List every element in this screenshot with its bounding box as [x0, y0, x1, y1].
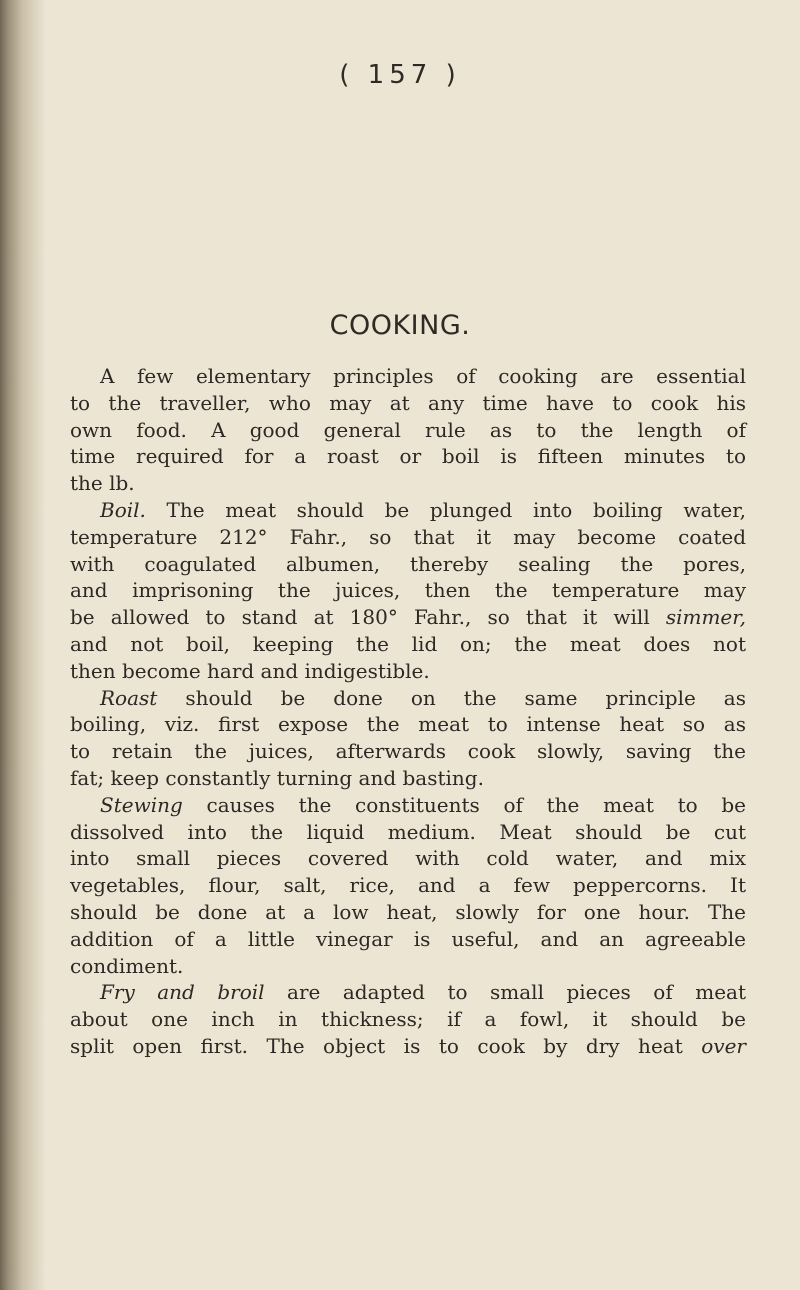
body-text: [70, 363, 746, 1060]
text-run: split open first. The object is to cook by dry heat: [70, 1033, 702, 1058]
text-line: about one inch in thickness; if a fowl, it should be: [70, 1007, 746, 1032]
paragraph-boil: [70, 497, 746, 685]
text-run: should be done on the same principle as: [157, 685, 746, 710]
page-number: ( 157 ): [339, 60, 461, 90]
text-line: boiling, viz. first expose the meat to intense heat so as: [70, 712, 746, 737]
text-line: time required for a roast or boil is fifteen minutes to: [70, 444, 746, 469]
paragraph-roast: [70, 685, 746, 792]
text-line: [70, 604, 746, 631]
term-boil: Boil.: [100, 497, 146, 522]
paragraph-fry-broil: [70, 979, 746, 1059]
text-line: [70, 497, 746, 524]
text-run: causes the constituents of the meat to be: [182, 792, 746, 817]
text-line: [70, 1033, 746, 1060]
term-simmer: simmer,: [665, 605, 746, 630]
term-over: over: [701, 1033, 746, 1058]
text-line: condiment.: [70, 953, 184, 978]
term-fry-broil: Fry and broil: [100, 980, 265, 1005]
text-line: into small pieces covered with cold water, and mix: [70, 846, 746, 871]
chapter-heading: COOKING.: [329, 310, 471, 341]
text-line: [70, 685, 746, 712]
text-line: and not boil, keeping the lid on; the meat does not: [70, 631, 746, 656]
page-gutter-shadow: [0, 0, 46, 1290]
term-roast: Roast: [100, 685, 158, 710]
text-line: A few elementary principles of cooking are essential: [100, 364, 746, 388]
text-line: dissolved into the liquid medium. Meat should be cut: [70, 819, 746, 844]
paragraph-stewing: [70, 792, 746, 980]
term-stewing: Stewing: [100, 792, 183, 817]
text-line: with coagulated albumen, thereby sealing the pores,: [70, 551, 746, 576]
paragraph-intro: [70, 363, 746, 497]
text-line: [70, 792, 746, 819]
text-run: be allowed to stand at 180° Fahr., so that it will: [70, 605, 666, 630]
text-line: and imprisoning the juices, then the temperature may: [70, 578, 746, 603]
text-line: then become hard and indigestible.: [70, 658, 430, 683]
text-run: are adapted to small pieces of meat: [264, 980, 746, 1005]
text-line: [70, 979, 746, 1006]
text-line: vegetables, flour, salt, rice, and a few peppercorns. It: [70, 873, 746, 898]
text-line: temperature 212° Fahr., so that it may become coated: [70, 524, 746, 549]
text-line: to the traveller, who may at any time have to cook his: [70, 390, 746, 415]
text-line: addition of a little vinegar is useful, and an agreeable: [70, 926, 746, 951]
text-line: the lb.: [70, 471, 135, 496]
text-run: The meat should be plunged into boiling water,: [145, 497, 746, 522]
text-line: should be done at a low heat, slowly for one hour. The: [70, 899, 746, 924]
text-line: own food. A good general rule as to the length of: [70, 417, 746, 442]
text-line: fat; keep constantly turning and basting.: [70, 765, 484, 790]
text-line: to retain the juices, afterwards cook slowly, saving the: [70, 739, 746, 764]
